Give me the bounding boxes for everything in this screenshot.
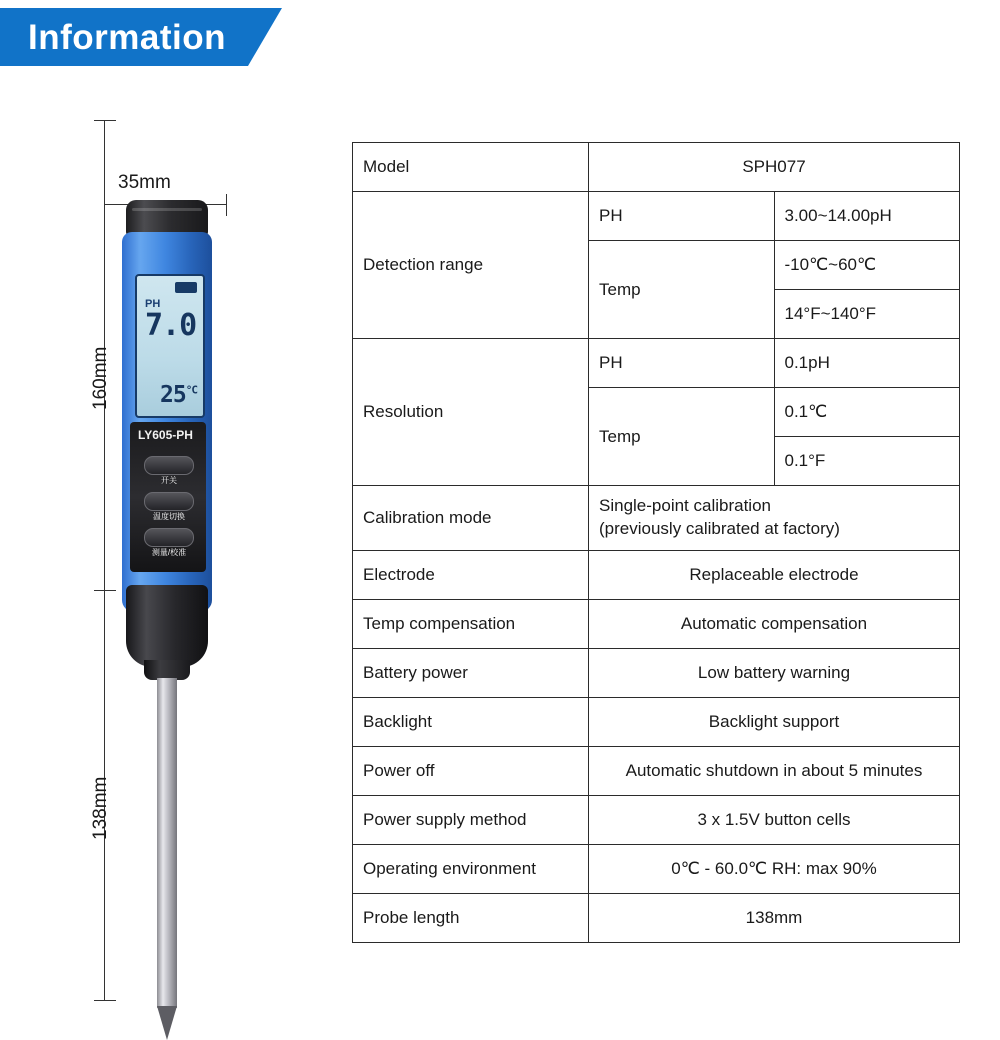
row-value-detection-temp-f: 14°F~140°F (774, 290, 960, 339)
battery-icon (175, 282, 197, 293)
row-label-detection-range: Detection range (353, 192, 589, 339)
dimension-width-tick-right (226, 194, 227, 216)
lcd-ph-label: PH (145, 298, 161, 310)
device-temp-switch-button[interactable] (144, 492, 194, 521)
table-row (353, 143, 960, 192)
row-label-operating-environment: Operating environment (353, 844, 589, 893)
lcd-ph-value: 7.0 (145, 308, 197, 343)
ph-meter-device (108, 200, 226, 1040)
lcd-temp-unit: °C (185, 383, 197, 397)
row-value-backlight: Backlight support (589, 697, 960, 746)
row-value-resolution-temp-f: 0.1°F (774, 437, 960, 486)
row-sub-detection-ph: PH (589, 192, 775, 241)
specification-table (352, 142, 960, 943)
row-value-probe-length: 138mm (589, 893, 960, 942)
device-probe (157, 678, 177, 1008)
dimension-probe-label: 138mm (90, 776, 111, 840)
table-row (353, 486, 960, 551)
row-label-calibration-mode: Calibration mode (353, 486, 589, 551)
table-row (353, 893, 960, 942)
device-measure-calibrate-button-label: 测量/校准 (151, 548, 187, 557)
row-value-detection-temp-c: -10℃~60℃ (774, 241, 960, 290)
row-label-electrode: Electrode (353, 550, 589, 599)
product-illustration (0, 80, 330, 995)
row-sub-resolution-temp: Temp (589, 388, 775, 486)
device-temp-switch-button-label: 温度切换 (153, 512, 185, 521)
row-value-temp-compensation: Automatic compensation (589, 599, 960, 648)
header-banner (0, 8, 248, 66)
device-probe-tip (157, 1006, 177, 1040)
device-power-button[interactable] (144, 456, 194, 485)
table-row (353, 339, 960, 388)
device-collar (144, 660, 190, 680)
row-label-probe-length: Probe length (353, 893, 589, 942)
table-row (353, 550, 960, 599)
table-row (353, 697, 960, 746)
row-value-resolution-ph: 0.1pH (774, 339, 960, 388)
dimension-width-label: 35mm (118, 172, 171, 193)
device-measure-calibrate-button[interactable] (144, 528, 194, 557)
row-value-battery-power: Low battery warning (589, 648, 960, 697)
page-title: Information (28, 17, 226, 57)
row-value-model: SPH077 (589, 143, 960, 192)
row-value-operating-environment: 0℃ - 60.0℃ RH: max 90% (589, 844, 960, 893)
device-cap (126, 200, 208, 236)
row-sub-detection-temp: Temp (589, 241, 775, 339)
row-label-battery-power: Battery power (353, 648, 589, 697)
device-neck (126, 585, 208, 667)
row-label-temp-compensation: Temp compensation (353, 599, 589, 648)
row-label-power-off: Power off (353, 746, 589, 795)
row-sub-resolution-ph: PH (589, 339, 775, 388)
table-row (353, 844, 960, 893)
table-row (353, 648, 960, 697)
row-value-power-off: Automatic shutdown in about 5 minutes (589, 746, 960, 795)
row-value-resolution-temp-c: 0.1℃ (774, 388, 960, 437)
device-button-panel (130, 422, 206, 572)
table-row (353, 795, 960, 844)
table-row (353, 599, 960, 648)
header-wedge-decoration (248, 8, 282, 66)
lcd-temp-value (160, 382, 197, 408)
calibration-mode-line2: (previously calibrated at factory) (599, 518, 840, 538)
row-value-calibration-mode (589, 486, 960, 551)
device-lcd-screen (135, 274, 205, 418)
row-label-model: Model (353, 143, 589, 192)
row-label-backlight: Backlight (353, 697, 589, 746)
row-value-power-supply-method: 3 x 1.5V button cells (589, 795, 960, 844)
table-row (353, 192, 960, 241)
calibration-mode-line1: Single-point calibration (599, 496, 771, 515)
lcd-temp-number: 25 (160, 382, 186, 408)
device-power-button-label: 开关 (161, 476, 177, 485)
row-label-power-supply-method: Power supply method (353, 795, 589, 844)
dimension-body-tick-top (94, 120, 116, 121)
row-value-detection-ph: 3.00~14.00pH (774, 192, 960, 241)
dimension-body-label: 160mm (90, 346, 111, 410)
device-model-print: LY605-PH (138, 428, 193, 442)
page-header (0, 8, 282, 66)
row-label-resolution: Resolution (353, 339, 589, 486)
table-row (353, 746, 960, 795)
row-value-electrode: Replaceable electrode (589, 550, 960, 599)
